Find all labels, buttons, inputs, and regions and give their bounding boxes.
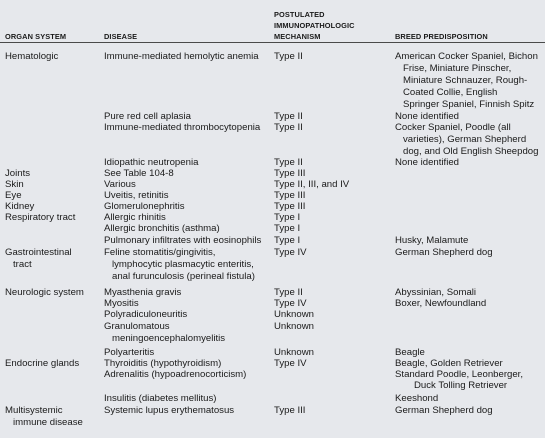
organ-cell: Kidney bbox=[5, 201, 35, 212]
organ-cell: Eye bbox=[5, 190, 22, 201]
breed-cell-line: dog, and Old English Sheepdog bbox=[403, 146, 539, 157]
disease-cell: Glomerulonephritis bbox=[104, 201, 185, 212]
disease-cell: Myositis bbox=[104, 298, 139, 309]
breed-cell: German Shepherd dog bbox=[395, 405, 493, 416]
organ-cell: Skin bbox=[5, 179, 24, 190]
disease-cell: anal furunculosis (perineal fistula) bbox=[112, 271, 255, 282]
breed-cell-line: Frise, Miniature Pinscher, bbox=[403, 63, 512, 74]
mechanism-cell: Type II bbox=[274, 157, 303, 168]
mechanism-cell: Type II, III, and IV bbox=[274, 179, 350, 190]
header-breed-predisposition: BREED PREDISPOSITION bbox=[395, 32, 488, 41]
breed-cell: None identified bbox=[395, 157, 460, 168]
header-disease: DISEASE bbox=[104, 32, 138, 41]
mechanism-cell: Unknown bbox=[274, 347, 314, 358]
breed-cell-line: Coated Collie, English bbox=[403, 87, 498, 98]
disease-cell: Uveitis, retinitis bbox=[104, 190, 169, 201]
disease-cell: meningoencephalomyelitis bbox=[112, 333, 226, 344]
disease-cell: Various bbox=[104, 179, 136, 190]
mechanism-cell: Type III bbox=[274, 201, 306, 212]
breed-cell: German Shepherd dog bbox=[395, 247, 493, 258]
header-mechanism-line2: IMMUNOPATHOLOGIC bbox=[274, 21, 355, 30]
mechanism-cell: Type IV bbox=[274, 358, 307, 369]
breed-cell: Husky, Malamute bbox=[395, 235, 469, 246]
disease-cell: Insulitis (diabetes mellitus) bbox=[104, 393, 217, 404]
disease-cell: See Table 104-8 bbox=[104, 168, 174, 179]
disease-cell: Pure red cell aplasia bbox=[104, 111, 191, 122]
mechanism-cell: Type II bbox=[274, 51, 303, 62]
mechanism-cell: Type I bbox=[274, 235, 301, 246]
mechanism-cell: Type III bbox=[274, 190, 306, 201]
mechanism-cell: Unknown bbox=[274, 321, 314, 332]
table-header bbox=[0, 0, 545, 43]
disease-cell: Allergic bronchitis (asthma) bbox=[104, 223, 220, 234]
header-organ-system: ORGAN SYSTEM bbox=[5, 32, 67, 41]
breed-cell: Beagle bbox=[395, 347, 425, 358]
breed-cell-line: Miniature Schnauzer, Rough- bbox=[403, 75, 528, 86]
breed-cell-line: Cocker Spaniel, Poodle (all bbox=[395, 122, 511, 133]
mechanism-cell: Type II bbox=[274, 111, 303, 122]
breed-cell: Beagle, Golden Retriever bbox=[395, 358, 503, 369]
disease-cell: lymphocytic plasmacytic enteritis, bbox=[112, 259, 254, 270]
disease-cell: Immune-mediated thrombocytopenia bbox=[104, 122, 261, 133]
disease-cell: Thyroiditis (hypothyroidism) bbox=[104, 358, 222, 369]
disease-cell: Idiopathic neutropenia bbox=[104, 157, 199, 168]
mechanism-cell: Unknown bbox=[274, 309, 314, 320]
disease-cell: Feline stomatitis/gingivitis, bbox=[104, 247, 216, 258]
breed-cell: Boxer, Newfoundland bbox=[395, 298, 487, 309]
organ-cell: Respiratory tract bbox=[5, 212, 76, 223]
disease-cell: Polyarteritis bbox=[104, 347, 155, 358]
breed-cell-line: Duck Tolling Retriever bbox=[414, 380, 508, 391]
mechanism-cell: Type III bbox=[274, 168, 306, 179]
mechanism-cell: Type I bbox=[274, 212, 301, 223]
disease-cell: Pulmonary infiltrates with eosinophils bbox=[104, 235, 262, 246]
organ-cell: immune disease bbox=[13, 417, 83, 428]
breed-cell-line: Standard Poodle, Leonberger, bbox=[395, 369, 524, 380]
header-mechanism-line1: POSTULATED bbox=[274, 10, 325, 19]
mechanism-cell: Type I bbox=[274, 223, 301, 234]
breed-cell-line: varieties), German Shepherd bbox=[403, 134, 527, 145]
disease-cell: Myasthenia gravis bbox=[104, 287, 182, 298]
mechanism-cell: Type IV bbox=[274, 247, 307, 258]
breed-cell-line: Springer Spaniel, Finnish Spitz bbox=[403, 99, 535, 110]
organ-cell: Neurologic system bbox=[5, 287, 84, 298]
mechanism-cell: Type III bbox=[274, 405, 306, 416]
organ-cell: Endocrine glands bbox=[5, 358, 80, 369]
breed-cell: Keeshond bbox=[395, 393, 439, 404]
disease-cell: Polyradiculoneuritis bbox=[104, 309, 188, 320]
organ-cell: Hematologic bbox=[5, 51, 59, 62]
breed-cell: None identified bbox=[395, 111, 460, 122]
mechanism-cell: Type IV bbox=[274, 298, 307, 309]
mechanism-cell: Type II bbox=[274, 122, 303, 133]
header-mechanism-line3: MECHANISM bbox=[274, 32, 321, 41]
disease-cell: Allergic rhinitis bbox=[104, 212, 166, 223]
disease-cell: Immune-mediated hemolytic anemia bbox=[104, 51, 259, 62]
breed-cell-line: American Cocker Spaniel, Bichon bbox=[395, 51, 538, 62]
organ-cell: Joints bbox=[5, 168, 31, 179]
breed-cell: Abyssinian, Somali bbox=[395, 287, 477, 298]
disease-cell: Systemic lupus erythematosus bbox=[104, 405, 235, 416]
organ-cell: Multisystemic bbox=[5, 405, 63, 416]
disease-cell: Adrenalitis (hypoadrenocorticism) bbox=[104, 369, 247, 380]
organ-cell: tract bbox=[13, 259, 32, 270]
disease-cell: Granulomatous bbox=[104, 321, 170, 332]
mechanism-cell: Type II bbox=[274, 287, 303, 298]
organ-cell: Gastrointestinal bbox=[5, 247, 72, 258]
